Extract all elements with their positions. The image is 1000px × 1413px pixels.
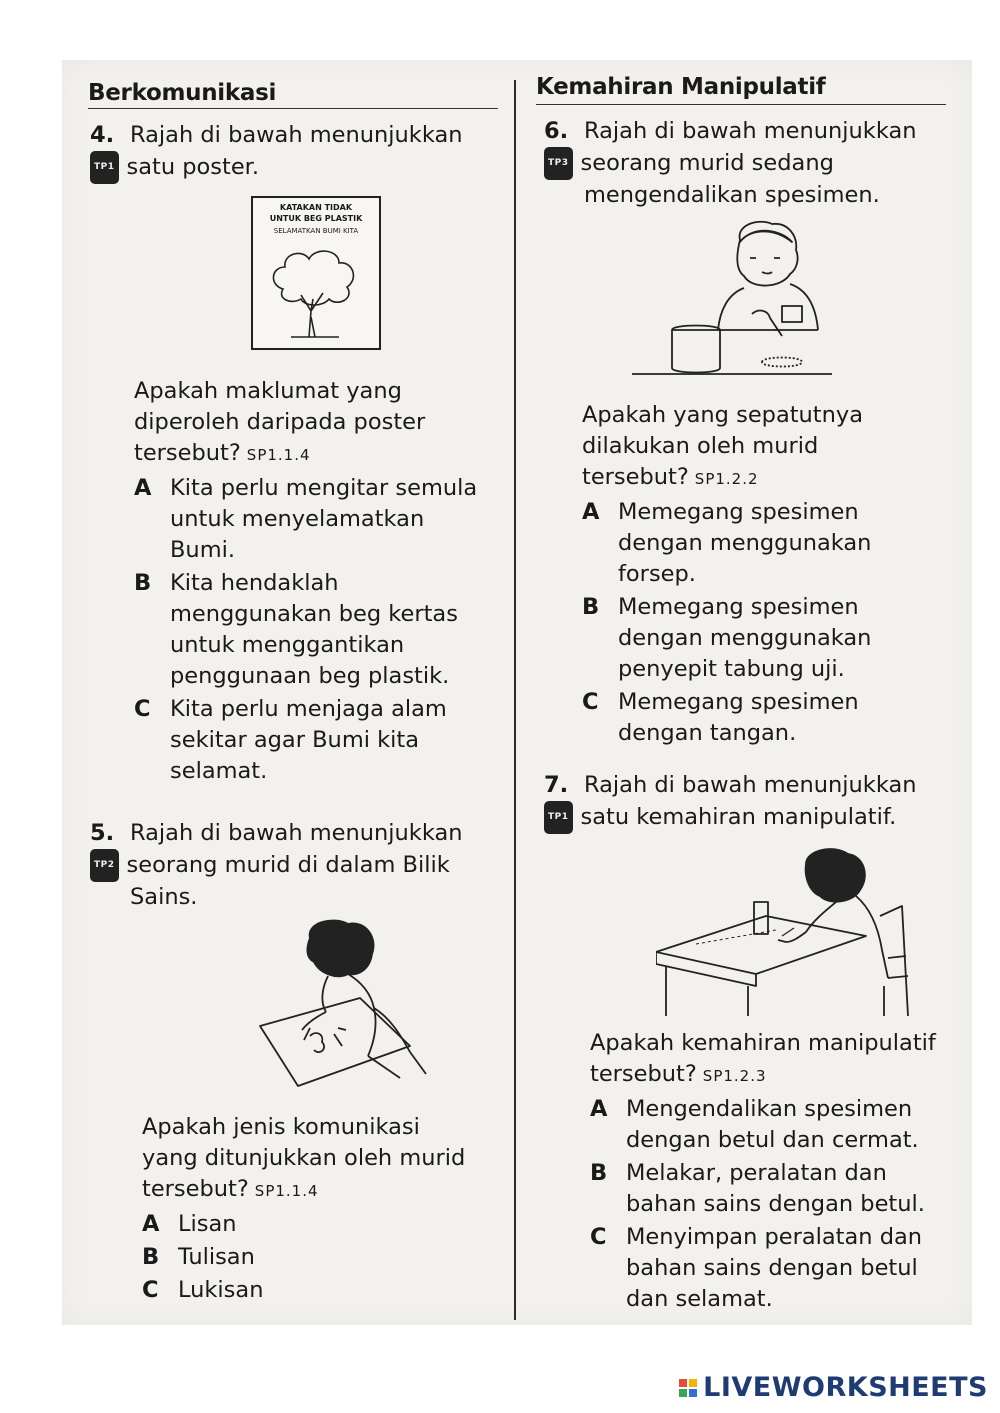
option-text: Kita perlu menjaga alam sekitar agar Bumi kita selamat.: [170, 696, 447, 784]
column-divider: [514, 80, 516, 1320]
watermark-text: LIVEWORKSHEETS: [703, 1372, 988, 1403]
option-text: Lukisan: [178, 1277, 264, 1303]
option-letter: C: [142, 1277, 159, 1303]
question-text-line: Sains.: [130, 884, 198, 910]
option-c[interactable]: [142, 1275, 502, 1306]
question-prompt: diperoleh daripada poster: [134, 409, 426, 435]
question-7-header: [544, 770, 964, 834]
question-prompt: dilakukan oleh murid: [582, 433, 819, 459]
question-prompt: Apakah maklumat yang: [134, 378, 402, 404]
option-c[interactable]: [590, 1222, 970, 1315]
option-a[interactable]: [134, 473, 504, 566]
question-text-line: mengendalikan spesimen.: [584, 182, 880, 208]
liveworksheets-logo-icon: [679, 1379, 697, 1397]
poster-line: KATAKAN TIDAK: [279, 203, 353, 212]
question-4-body: [134, 376, 504, 787]
question-text-line: Rajah di bawah menunjukkan: [584, 118, 917, 144]
option-text: Memegang spesimen dengan menggunakan forsep.: [618, 499, 872, 587]
worksheet-page: [62, 60, 972, 1325]
question-prompt: tersebut?: [590, 1061, 697, 1087]
student-sketching-illustration: [656, 846, 916, 1026]
question-text-line: Rajah di bawah menunjukkan: [130, 122, 463, 148]
question-prompt: tersebut?: [582, 464, 689, 490]
question-text-line: Rajah di bawah menunjukkan: [584, 772, 917, 798]
option-text: Kita hendaklah menggunakan beg kertas untuk menggantikan penggunaan beg plastik.: [170, 570, 458, 689]
section-rule-right: [536, 104, 946, 105]
option-a[interactable]: [590, 1094, 970, 1156]
question-text-line: satu kemahiran manipulatif.: [580, 804, 897, 830]
question-prompt: tersebut?: [134, 440, 241, 466]
poster-figure: [251, 196, 381, 350]
option-letter: B: [134, 570, 152, 596]
option-letter: C: [590, 1224, 607, 1250]
option-c[interactable]: [134, 694, 504, 787]
option-letter: A: [134, 475, 152, 501]
question-text-line: seorang murid sedang: [580, 150, 834, 176]
tp-badge: TP3: [544, 147, 573, 180]
option-b[interactable]: [582, 592, 962, 685]
option-letter: B: [582, 594, 600, 620]
question-prompt: Apakah kemahiran manipulatif: [590, 1030, 936, 1056]
option-letter: A: [590, 1096, 608, 1122]
option-a[interactable]: [582, 497, 962, 590]
option-text: Lisan: [178, 1211, 237, 1237]
question-text-line: seorang murid di dalam Bilik: [126, 852, 450, 878]
option-b[interactable]: [142, 1242, 502, 1273]
tree-illustration: [253, 237, 375, 345]
student-handling-specimen-illustration: [632, 218, 892, 388]
question-number: 6.: [544, 118, 569, 144]
section-title-berkomunikasi: Berkomunikasi: [88, 80, 277, 106]
question-prompt: Apakah yang sepatutnya: [582, 402, 863, 428]
option-b[interactable]: [590, 1158, 970, 1220]
question-7-body: [590, 1028, 970, 1315]
poster-line: SELAMATKAN BUMI KITA: [273, 227, 359, 235]
question-6-header: [544, 116, 964, 211]
sp-code: SP1.2.3: [702, 1067, 767, 1085]
option-text: Memegang spesimen dengan tangan.: [618, 689, 859, 746]
option-text: Memegang spesimen dengan menggunakan penyepit tabung uji.: [618, 594, 872, 682]
sp-code: SP1.2.2: [694, 470, 759, 488]
tp-badge: TP2: [90, 849, 119, 882]
question-number: 4.: [90, 122, 115, 148]
question-text-line: Rajah di bawah menunjukkan: [130, 820, 463, 846]
option-letter: C: [134, 696, 151, 722]
option-text: Melakar, peralatan dan bahan sains dengan betul.: [626, 1160, 925, 1217]
question-5-body: [142, 1112, 502, 1306]
option-text: Menyimpan peralatan dan bahan sains dengan betul dan selamat.: [626, 1224, 923, 1312]
option-letter: A: [142, 1211, 160, 1237]
option-text: Mengendalikan spesimen dengan betul dan cermat.: [626, 1096, 919, 1153]
liveworksheets-watermark[interactable]: [679, 1372, 988, 1403]
question-5-header: [90, 818, 510, 913]
section-title-kemahiran-manipulatif: Kemahiran Manipulatif: [536, 74, 826, 100]
option-letter: B: [590, 1160, 608, 1186]
option-b[interactable]: [134, 568, 504, 692]
option-letter: B: [142, 1244, 160, 1270]
question-number: 7.: [544, 772, 569, 798]
student-drawing-illustration: [250, 918, 450, 1088]
poster-line: UNTUK BEG PLASTIK: [269, 214, 363, 223]
question-6-body: [582, 400, 962, 749]
question-prompt: Apakah jenis komunikasi: [142, 1114, 420, 1140]
option-text: Tulisan: [178, 1244, 255, 1270]
option-letter: A: [582, 499, 600, 525]
option-letter: C: [582, 689, 599, 715]
section-rule-left: [88, 108, 498, 109]
option-text: Kita perlu mengitar semula untuk menyelamatkan Bumi.: [170, 475, 478, 563]
sp-code: SP1.1.4: [254, 1182, 319, 1200]
question-text-line: satu poster.: [126, 154, 260, 180]
question-prompt: yang ditunjukkan oleh murid: [142, 1145, 466, 1171]
option-c[interactable]: [582, 687, 962, 749]
option-a[interactable]: [142, 1209, 502, 1240]
tp-badge: TP1: [90, 151, 119, 184]
sp-code: SP1.1.4: [246, 446, 311, 464]
question-4-header: [90, 120, 510, 184]
question-prompt: tersebut?: [142, 1176, 249, 1202]
question-number: 5.: [90, 820, 115, 846]
tp-badge: TP1: [544, 801, 573, 834]
